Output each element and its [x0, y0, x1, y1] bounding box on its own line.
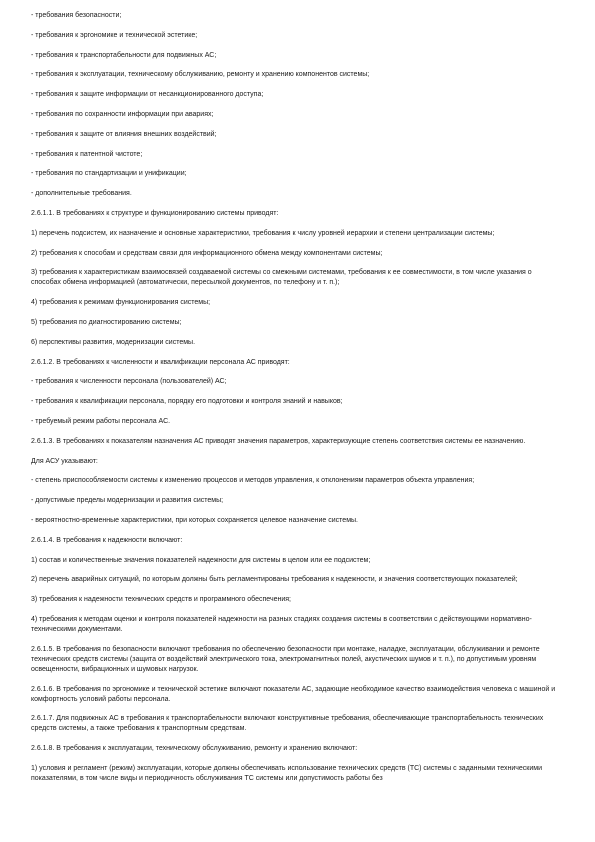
paragraph: 1) перечень подсистем, их назначение и основные характеристики, требования к числу уровней иерархии и степени централизации системы; — [31, 229, 495, 237]
paragraph: - требования к защите информации от несанкционированного доступа; — [31, 91, 264, 99]
paragraph: - требования к эргономике и технической эстетике; — [31, 31, 198, 39]
paragraph: 6) перспективы развития, модернизации системы. — [31, 338, 196, 346]
paragraph: - требования безопасности; — [31, 12, 122, 19]
paragraph: - требования к транспортабельности для подвижных АС; — [31, 51, 217, 59]
paragraph: 2.6.1.2. В требованиях к численности и квалификации персонала АС приводят: — [31, 358, 290, 366]
paragraph: - дополнительные требования. — [31, 190, 132, 198]
paragraph: 4) требования к режимам функционирования системы; — [31, 299, 211, 307]
paragraph: 2.6.1.7. Для подвижных АС в требования к транспортабельности включают конструктивные требования, обеспечивающие транспортабельность технических средств системы, а также требования к транспортным средствам. — [31, 715, 544, 733]
paragraph: 2) требования к способам и средствам связи для информационного обмена между компонентами системы; — [31, 249, 383, 257]
paragraph: - требования к квалификации персонала, порядку его подготовки и контроля знаний и навыков; — [31, 398, 343, 406]
paragraph: 2.6.1.6. В требования по эргономике и технической эстетике включают показатели АС, задающие необходимое качество взаимодействия человека с машиной и комфортность условий работы персонала. — [31, 685, 556, 703]
paragraph: - требования по сохранности информации при авариях; — [31, 110, 214, 118]
paragraph: - требования по стандартизации и унификации; — [31, 170, 187, 178]
paragraph: - требования к численности персонала (пользователей) АС; — [31, 378, 227, 386]
paragraph: 1) условия и регламент (режим) эксплуатации, которые должны обеспечивать использование технических средств (ТС) системы с заданными техническими показателями, в том числе виды и периодичность обслуживания ТС системы или допустимость работы без — [31, 764, 542, 782]
paragraph: 2) перечень аварийных ситуаций, по которым должны быть регламентированы требования к надежности, и значения соответствующих показателей; — [31, 576, 518, 584]
paragraph: 3) требования к надежности технических средств и программного обеспечения; — [31, 596, 291, 604]
paragraph: 3) требования к характеристикам взаимосвязей создаваемой системы со смежными системами, требования к ее совместимости, в том числе указания о способах обмена информацией (автоматически, пересылкой документов, по телефону и т. п.); — [31, 269, 532, 287]
paragraph: - требуемый режим работы персонала АС. — [31, 417, 171, 425]
paragraph: 5) требования по диагностированию системы; — [31, 318, 182, 326]
paragraph: 2.6.1.8. В требования к эксплуатации, техническому обслуживанию, ремонту и хранению включают: — [31, 745, 358, 753]
paragraph: 1) состав и количественные значения показателей надежности для системы в целом или ее подсистем; — [31, 556, 371, 564]
paragraph: 4) требования к методам оценки и контроля показателей надежности на разных стадиях создания системы в соответствии с действующими нормативно-техническими документами. — [31, 615, 532, 633]
paragraph: Для АСУ указывают: — [31, 457, 98, 465]
paragraph: 2.6.1.5. В требования по безопасности включают требования по обеспечению безопасности при монтаже, наладке, эксплуатации, обслуживании и ремонте технических средств системы (защита от воздействий электрического тока, электромагнитных полей, акустических шумов и т. п.), по допустимым уровням освещенности, вибрационных и шумовых нагрузок. — [31, 645, 540, 673]
paragraph: - требования к патентной чистоте; — [31, 150, 143, 158]
paragraph: - допустимые пределы модернизации и развития системы; — [31, 497, 224, 505]
paragraph: 2.6.1.3. В требованиях к показателям назначения АС приводят значения параметров, характеризующие степень соответствия системы ее назначению. — [31, 437, 526, 445]
paragraph: 2.6.1.1. В требованиях к структуре и функционированию системы приводят: — [31, 209, 279, 217]
paragraph: - требования к защите от влияния внешних воздействий; — [31, 130, 217, 138]
paragraph: - степень приспособляемости системы к изменению процессов и методов управления, к отклонениям параметров объекта управления; — [31, 477, 475, 485]
document-body — [31, 11, 562, 784]
paragraph: 2.6.1.4. В требования к надежности включают: — [31, 536, 183, 544]
paragraph: - требования к эксплуатации, техническому обслуживанию, ремонту и хранению компонентов системы; — [31, 71, 370, 79]
paragraph: - вероятностно-временные характеристики, при которых сохраняется целевое назначение системы. — [31, 516, 358, 524]
